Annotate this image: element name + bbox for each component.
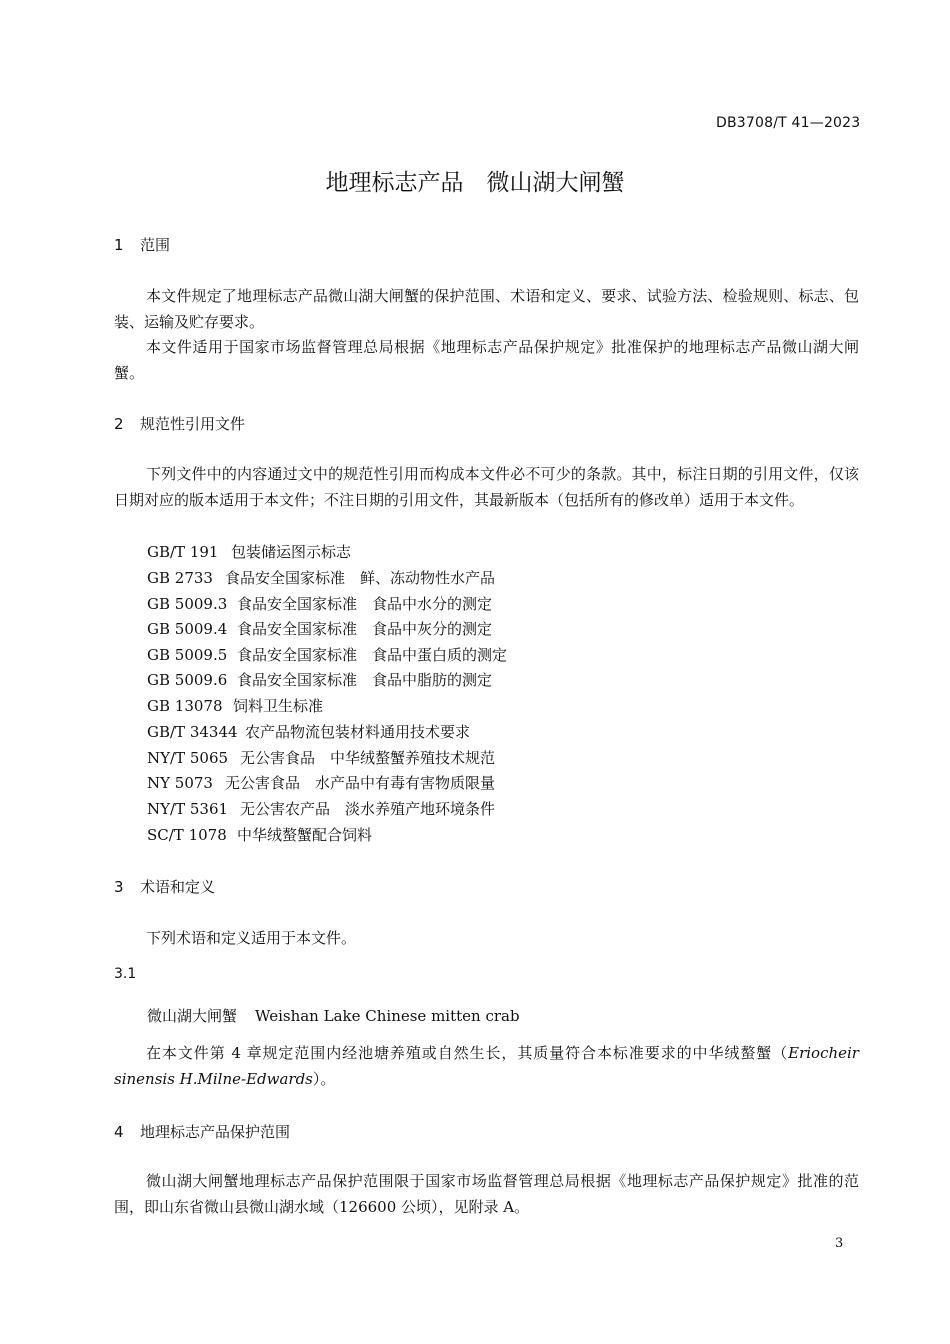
reference-code: NY 5073 <box>147 774 213 792</box>
section-title: 地理标志产品保护范围 <box>140 1123 291 1141</box>
section-3-intro: 下列术语和定义适用于本文件。 <box>146 929 357 947</box>
reference-item <box>147 721 470 742</box>
reference-code: GB 5009.5 <box>147 646 228 664</box>
reference-code: GB 5009.6 <box>147 671 228 689</box>
reference-title: 无公害食品 水产品中有毒有害物质限量 <box>225 774 496 792</box>
reference-title: 食品安全国家标准 食品中脂肪的测定 <box>237 671 493 689</box>
reference-item <box>147 695 323 716</box>
reference-title: 食品安全国家标准 鲜、冻动物性水产品 <box>225 569 496 587</box>
section-1-para-1: 本文件规定了地理标志产品微山湖大闸蟹的保护范围、术语和定义、要求、试验方法、检验规则、标志、包装、运输及贮存要求。 <box>114 287 859 331</box>
reference-item <box>147 593 492 614</box>
term-name-en: Weishan Lake Chinese mitten crab <box>255 1007 520 1025</box>
reference-item <box>147 824 372 845</box>
standard-number: DB3708/T 41—2023 <box>716 115 861 131</box>
reference-title: 无公害食品 中华绒螯蟹养殖技术规范 <box>240 749 496 767</box>
reference-item <box>147 772 495 793</box>
term-latin-name: Eriocheir sinensis H.Milne-Edwards <box>114 1044 859 1088</box>
reference-code: GB 5009.4 <box>147 620 228 638</box>
term-definition <box>114 1041 859 1092</box>
section-2-intro: 下列文件中的内容通过文中的规范性引用而构成本文件必不可少的条款。其中，标注日期的引用文件，仅该日期对应的版本适用于本文件；不注日期的引用文件，其最新版本（包括所有的修改单）适用于本文件。 <box>114 465 859 509</box>
reference-item <box>147 669 492 690</box>
reference-code: GB 2733 <box>147 569 213 587</box>
reference-title: 食品安全国家标准 食品中蛋白质的测定 <box>237 646 508 664</box>
reference-title: 包装储运图示标志 <box>231 543 352 561</box>
reference-item <box>147 541 351 562</box>
reference-code: GB/T 34344 <box>147 723 238 741</box>
section-number: 3 <box>114 878 124 896</box>
section-number: 4 <box>114 1123 124 1141</box>
reference-item <box>147 798 495 819</box>
reference-title: 中华绒螯蟹配合饲料 <box>237 826 373 844</box>
reference-code: NY/T 5065 <box>147 749 229 767</box>
document-title: 地理标志产品 微山湖大闸蟹 <box>325 170 625 196</box>
reference-title: 农产品物流包装材料通用技术要求 <box>245 723 471 741</box>
term-name <box>147 1005 520 1026</box>
reference-code: GB 13078 <box>147 697 223 715</box>
reference-title: 无公害农产品 淡水养殖产地环境条件 <box>240 800 496 818</box>
reference-code: GB 5009.3 <box>147 595 228 613</box>
section-4-heading <box>114 1121 290 1142</box>
reference-item <box>147 567 495 588</box>
section-number: 1 <box>114 236 124 254</box>
section-3-heading <box>114 876 215 897</box>
reference-item <box>147 644 507 665</box>
reference-code: GB/T 191 <box>147 543 219 561</box>
reference-title: 食品安全国家标准 食品中水分的测定 <box>237 595 493 613</box>
section-4-para: 微山湖大闸蟹地理标志产品保护范围限于国家市场监督管理总局根据《地理标志产品保护规定》批准的范围，即山东省微山县微山湖水域（126600 公顷），见附录 A。 <box>114 1172 859 1216</box>
section-1-para-2: 本文件适用于国家市场监督管理总局根据《地理标志产品保护规定》批准保护的地理标志产品微山湖大闸蟹。 <box>114 338 859 382</box>
term-definition-open: （ <box>772 1044 789 1062</box>
section-number: 2 <box>114 415 124 433</box>
term-name-cn: 微山湖大闸蟹 <box>147 1007 238 1025</box>
term-number: 3.1 <box>114 966 137 982</box>
section-1-heading <box>114 234 170 255</box>
reference-title: 食品安全国家标准 食品中灰分的测定 <box>237 620 493 638</box>
section-2-heading <box>114 413 245 434</box>
section-title: 范围 <box>140 236 171 254</box>
reference-code: SC/T 1078 <box>147 826 227 844</box>
section-title: 术语和定义 <box>140 878 216 896</box>
reference-item <box>147 747 495 768</box>
reference-item <box>147 618 492 639</box>
term-definition-close: ）。 <box>312 1069 336 1088</box>
section-title: 规范性引用文件 <box>140 415 246 433</box>
page-number: 3 <box>835 1236 844 1251</box>
reference-title: 饲料卫生标准 <box>233 697 324 715</box>
reference-code: NY/T 5361 <box>147 800 229 818</box>
term-definition-text: 在本文件第 4 章规定范围内经池塘养殖或自然生长，其质量符合本标准要求的中华绒螯蟹 <box>146 1044 773 1062</box>
